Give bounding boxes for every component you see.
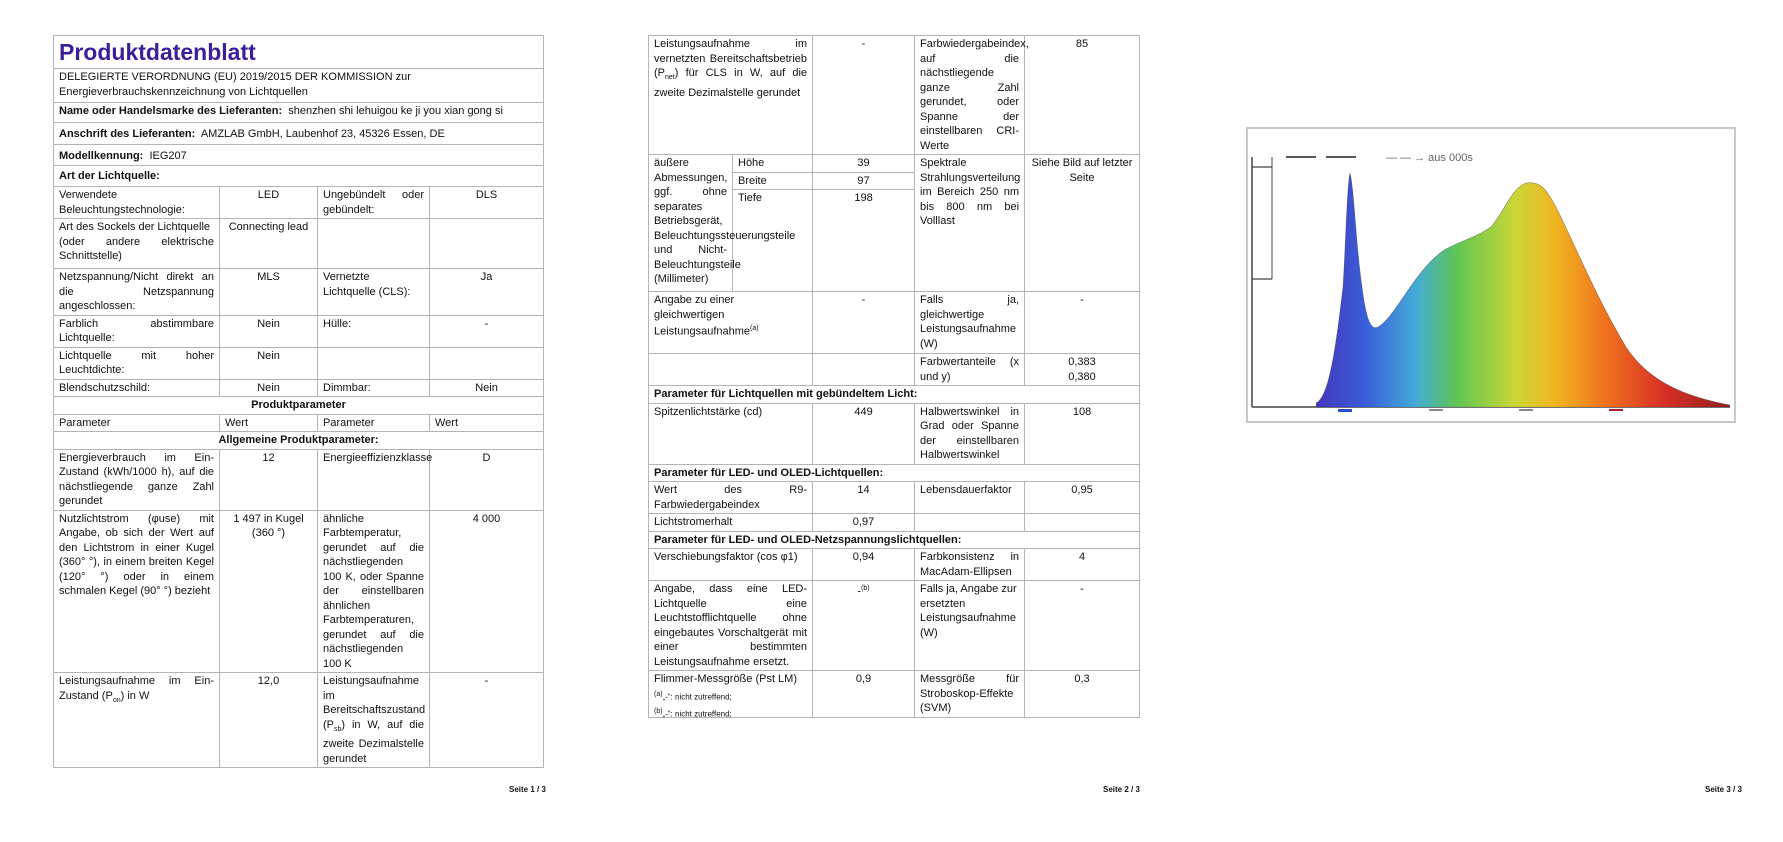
chromaticity-value	[1025, 354, 1140, 386]
mains-value: MLS	[220, 269, 318, 316]
r9-label: Wert des R9-Farbwiedergabeindex	[649, 482, 813, 514]
model-id-label: Modellkennung:	[59, 150, 144, 162]
bundled-value: DLS	[430, 187, 544, 219]
envelope-value: -	[430, 315, 544, 347]
supplier-name-value: shenzhen shi lehuigou ke ji you xian gong si	[288, 105, 503, 117]
fluorescent-replacement-value	[813, 581, 915, 671]
flicker-value: 0,9	[813, 671, 915, 718]
height-label: Höhe	[733, 155, 813, 173]
dimensions-label: äußere Abmessungen, ggf. ohne separates Betriebsgerät, Beleuchtungssteuerungsteile und Nicht-Beleuchtungsteile (Millimeter)	[649, 155, 733, 292]
supplier-address-label: Anschrift des Lieferanten:	[59, 128, 196, 140]
svm-value: 0,3	[1025, 671, 1140, 718]
equivalent-power-claim-value: -	[813, 292, 915, 354]
x-axis-marker	[1338, 409, 1352, 412]
socket-label-line-1: Art des Sockels der Lichtquelle	[59, 221, 211, 233]
high-luminance-value: Nein	[220, 347, 318, 379]
survival-factor-value: 0,95	[1025, 482, 1140, 514]
pon-subscript: on	[112, 696, 121, 704]
spd-label: Spektrale Strahlungsverteilung im Bereich 250 nm bis 800 nm bei Volllast	[915, 155, 1025, 292]
col-header-value: Wert	[430, 414, 544, 432]
col-header-value: Wert	[220, 414, 318, 432]
tunable-label: Farblich abstimmbare Lichtquelle:	[54, 315, 220, 347]
macadam-label: Farbkonsistenz in MacAdam-Ellipsen	[915, 549, 1025, 581]
led-params-heading: Parameter für LED- und OLED-Lichtquellen:	[649, 464, 1140, 482]
replaced-power-label: Falls ja, Angabe zur ersetzten Leistungsaufnahme (W)	[915, 581, 1025, 671]
footnote-b-text: „-“: nicht zutreffend;	[662, 709, 732, 719]
replacement-footnote-mark: (b)	[861, 585, 870, 592]
chromaticity-label: Farbwertanteile (x und y)	[915, 354, 1025, 386]
envelope-label: Hülle:	[318, 315, 430, 347]
equivalent-power-claim-label	[649, 292, 813, 354]
bundled-label: Ungebündelt oder gebündelt:	[318, 187, 430, 219]
tech-label: Verwendete Beleuchtungstechnologie:	[54, 187, 220, 219]
svm-label: Messgröße für Stroboskop-Effekte (SVM)	[915, 671, 1025, 718]
x-axis-marker	[1609, 409, 1623, 411]
psb-subscript: sb	[334, 725, 342, 733]
footnote-a-text: „-“: nicht zutreffend;	[662, 692, 732, 702]
page-title: Produktdatenblatt	[54, 36, 544, 69]
dimmable-label: Dimmbar:	[318, 379, 430, 397]
col-header-param: Parameter	[54, 414, 220, 432]
pnet-label-b: ) für CLS in W, auf die zweite Dezimalstelle gerundet	[654, 67, 808, 99]
equiv-label-text: Angabe zu einer gleichwertigen Leistungsaufnahme	[654, 294, 751, 338]
empty-cell	[318, 347, 430, 379]
col-header-param: Parameter	[318, 414, 430, 432]
chromaticity-x: 0,383	[1068, 356, 1096, 368]
dls-params-heading: Parameter für Lichtquellen mit gebündeltem Licht:	[649, 386, 1140, 404]
socket-label-line-2: (oder andere elektrische Schnittstelle)	[59, 235, 214, 262]
supplier-name-label: Name oder Handelsmarke des Lieferanten:	[59, 105, 283, 117]
footnote-b-mark: (b)	[654, 708, 663, 715]
energy-label: Energieverbrauch im Ein-Zustand (kWh/1000 h), auf die nächstliegende ganze Zahl gerundet	[54, 449, 220, 510]
footnote-b	[654, 707, 732, 720]
beam-angle-value: 108	[1025, 403, 1140, 464]
power-factor-label: Verschiebungsfaktor (cos φ1)	[649, 549, 813, 581]
tunable-value: Nein	[220, 315, 318, 347]
pon-label-a: Leistungsaufnahme im Ein-Zustand (P	[59, 675, 214, 702]
mls-params-heading: Parameter für LED- und OLED-Netzspannungslichtquellen:	[649, 531, 1140, 549]
cls-value: Ja	[430, 269, 544, 316]
socket-value: Connecting lead	[220, 219, 318, 269]
empty-cell	[915, 514, 1025, 532]
power-factor-value: 0,94	[813, 549, 915, 581]
empty-cell	[430, 347, 544, 379]
tech-value: LED	[220, 187, 318, 219]
supplier-address-value: AMZLAB GmbH, Laubenhof 23, 45326 Essen, DE	[200, 128, 445, 140]
width-label: Breite	[733, 172, 813, 190]
empty-cell	[430, 219, 544, 269]
peak-intensity-value: 449	[813, 403, 915, 464]
width-value: 97	[813, 172, 915, 190]
empty-cell	[1025, 514, 1140, 532]
lumen-maintenance-label: Lichtstromerhalt	[649, 514, 813, 532]
x-axis-marker	[1429, 409, 1443, 411]
page-1	[0, 0, 594, 842]
pnet-subscript: net	[665, 74, 675, 82]
footnote-a	[654, 690, 732, 703]
pnet-label	[649, 36, 813, 155]
spectrum-header-text: — — → aus 000s	[1386, 152, 1473, 164]
supplier-address	[54, 123, 544, 145]
lumen-maintenance-value: 0,97	[813, 514, 915, 532]
macadam-value: 4	[1025, 549, 1140, 581]
psb-value: -	[430, 673, 544, 768]
product-params-heading: Produktparameter	[54, 397, 544, 415]
pon-value: 12,0	[220, 673, 318, 768]
energy-value: 12	[220, 449, 318, 510]
cls-label: Vernetzte Lichtquelle (CLS):	[318, 269, 430, 316]
glare-value: Nein	[220, 379, 318, 397]
survival-factor-label: Lebensdauerfaktor	[915, 482, 1025, 514]
page-number: Seite 1 / 3	[509, 785, 546, 794]
socket-label	[54, 219, 220, 269]
high-luminance-label: Lichtquelle mit hoher Leuchtdichte:	[54, 347, 220, 379]
glare-label: Blendschutzschild:	[54, 379, 220, 397]
r9-value: 14	[813, 482, 915, 514]
equiv-footnote-mark: (a)	[750, 325, 759, 332]
page-2	[594, 0, 1188, 842]
psb-label	[318, 673, 430, 768]
spectral-distribution-image	[1246, 127, 1736, 423]
eeclass-label: Energieeffizienzklasse	[318, 449, 430, 510]
fluorescent-replacement-label: Angabe, dass eine LED-Lichtquelle eine Leuchtstofflichtquelle ohne eingebautes Vorschaltgerät mit einer bestimmten Leistungsaufnahme ersetzt.	[649, 581, 813, 671]
page-number: Seite 2 / 3	[1103, 785, 1140, 794]
psb-label-a: Leistungsaufnahme im Bereitschaftszustand (P	[323, 675, 426, 731]
light-source-type-heading: Art der Lichtquelle:	[54, 166, 544, 187]
spd-value: Siehe Bild auf letzter Seite	[1025, 155, 1140, 292]
regulation-text: DELEGIERTE VERORDNUNG (EU) 2019/2015 DER KOMMISSION zur Energieverbrauchskennzeichnung von Lichtquellen	[54, 69, 544, 103]
replacement-dash: -	[857, 585, 862, 598]
supplier-name	[54, 103, 544, 123]
mains-label: Netzspannung/Nicht direkt an die Netzspannung angeschlossen:	[54, 269, 220, 316]
depth-label: Tiefe	[733, 190, 813, 292]
cri-label: Farbwiedergabeindex, auf die nächstliegende ganze Zahl gerundet, oder Spanne der einstellbaren CRI-Werte	[915, 36, 1025, 155]
pnet-value: -	[813, 36, 915, 155]
general-params-heading: Allgemeine Produktparameter:	[54, 432, 544, 450]
height-value: 39	[813, 155, 915, 173]
footnote-a-mark: (a)	[654, 691, 663, 698]
x-axis-marker	[1519, 409, 1533, 411]
product-datasheet-table-2	[648, 35, 1140, 718]
pon-label-b: ) in W	[120, 689, 150, 702]
dimmable-value: Nein	[430, 379, 544, 397]
pnet-label-a: Leistungsaufnahme im vernetzten Bereitschaftsbetrieb (P	[654, 38, 808, 79]
flux-value: 1 497 in Kugel (360 °)	[220, 510, 318, 673]
page-3	[1188, 0, 1783, 842]
depth-value: 198	[813, 190, 915, 292]
flux-label: Nutzlichtstrom (φuse) mit Angabe, ob sich der Wert auf den Lichtstrom in einer Kugel (360° °), in einem breiten Kegel (120° °) oder in einem schmalen Kegel (90° °) bezieht	[54, 510, 220, 673]
flicker-label: Flimmer-Messgröße (Pst LM)	[649, 671, 813, 718]
eeclass-value: D	[430, 449, 544, 510]
model-id-value: IEG207	[149, 150, 187, 162]
product-datasheet-table-1	[53, 35, 544, 768]
peak-intensity-label: Spitzenlichtstärke (cd)	[649, 403, 813, 464]
chromaticity-y: 0,380	[1068, 370, 1096, 383]
empty-cell	[813, 354, 915, 386]
cct-value: 4 000	[430, 510, 544, 673]
cri-value: 85	[1025, 36, 1140, 155]
equivalent-power-value: -	[1025, 292, 1140, 354]
empty-cell	[649, 354, 813, 386]
cct-label: ähnliche Farbtemperatur, gerundet auf die nächstliegenden 100 K, oder Spanne der einstellbaren ähnlichen Farbtemperaturen, gerundet auf die nächstliegenden 100 K	[318, 510, 430, 673]
replaced-power-value: -	[1025, 581, 1140, 671]
equivalent-power-label: Falls ja, gleichwertige Leistungsaufnahme (W)	[915, 292, 1025, 354]
pon-label	[54, 673, 220, 768]
empty-cell	[318, 219, 430, 269]
page-number: Seite 3 / 3	[1705, 785, 1742, 794]
model-id	[54, 145, 544, 166]
psb-label-b: ) in W, auf die zweite Dezimalstelle gerundet	[323, 718, 424, 765]
beam-angle-label: Halbwertswinkel in Grad oder Spanne der einstellbaren Halbwertswinkel	[915, 403, 1025, 464]
